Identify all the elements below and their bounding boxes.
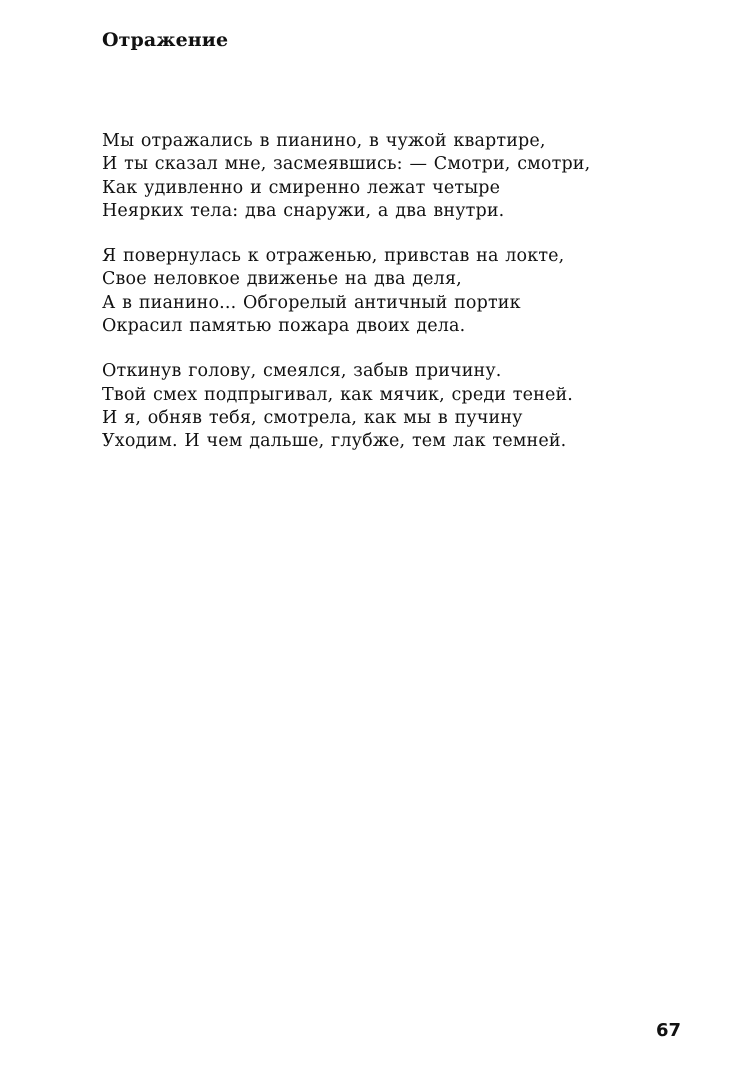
poem-body bbox=[102, 130, 702, 476]
poem-line: Окрасил памятью пожара двоих дела. bbox=[102, 316, 466, 337]
stanza-3 bbox=[102, 360, 702, 453]
poem-line: Твой смех подпрыгивал, как мячик, среди теней. bbox=[102, 384, 573, 405]
poem-title: Отражение bbox=[102, 29, 229, 51]
poem-line: Свое неловкое движенье на два деля, bbox=[102, 269, 462, 290]
poem-line: И я, обняв тебя, смотрела, как мы в пучину bbox=[102, 407, 523, 428]
poem-line: Откинув голову, смеялся, забыв причину. bbox=[102, 361, 502, 382]
stanza-1 bbox=[102, 130, 702, 223]
page-number: 67 bbox=[656, 1020, 682, 1041]
poem-line: Я повернулась к отраженью, привстав на локте, bbox=[102, 246, 565, 267]
stanza-2 bbox=[102, 245, 702, 338]
poem-line: И ты сказал мне, засмеявшись: — Смотри, смотри, bbox=[102, 154, 591, 175]
poem-line: Уходим. И чем дальше, глубже, тем лак темней. bbox=[102, 431, 567, 452]
poem-line: Неярких тела: два снаружи, а два внутри. bbox=[102, 200, 505, 221]
poem-line: Как удивленно и смиренно лежат четыре bbox=[102, 177, 501, 198]
poem-line: Мы отражались в пианино, в чужой квартире, bbox=[102, 131, 546, 151]
poem-line: А в пианино... Обгорелый античный портик bbox=[102, 292, 521, 313]
